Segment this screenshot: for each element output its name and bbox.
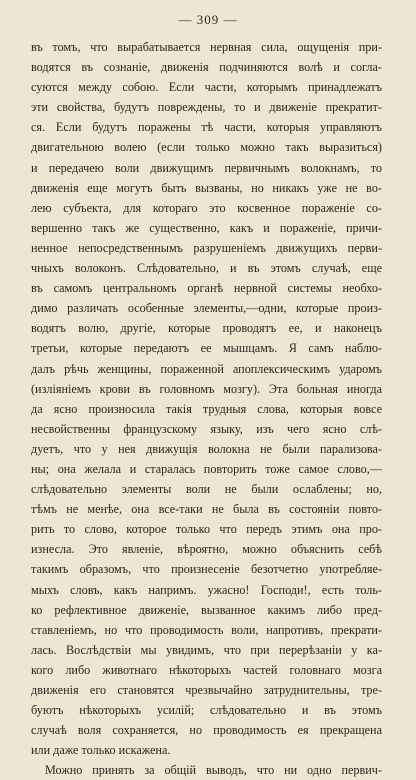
text-line: изнесла. Это явленіе, вѣроятно, можно объяснить себѣ (31, 542, 382, 557)
body-text (31, 37, 382, 780)
text-line: ненное непосредственнымъ разрушеніемъ движущихъ перви- (31, 240, 382, 255)
text-line: вершенно такъ же существенно, какъ и пораженіе, причи- (31, 220, 382, 235)
page-number: — 309 — (178, 12, 238, 27)
text-line: эти свойства, будутъ повреждены, то и движеніе прекратит- (31, 100, 382, 115)
text-line: или даже только искажена. (31, 743, 171, 758)
text-line: двигательною волею (если только можно такъ выразиться) (31, 140, 382, 155)
text-line: Можно принять за общій выводъ, что ни одно первич- (45, 763, 382, 778)
text-line: лась. Вослѣдствіи мы увидимъ, что при перерѣзаніи у ка- (31, 642, 382, 657)
text-line: движенія его становятся чрезвычайно затруднительны, тре- (31, 683, 382, 697)
text-line: да ясно произносила такія трудныя слова, которыя вовсе (31, 401, 382, 416)
text-line: далъ рѣчь женщины, пораженной апоплексическимъ ударомъ (31, 361, 382, 376)
text-line: суются между собою. Если части, которымъ принадлежатъ (31, 80, 382, 95)
text-line: движенія еще могутъ быть вызваны, но никакъ уже не во- (31, 180, 382, 195)
text-line: водятъ волю, другіе, которые проводятъ ее, и наконецъ (31, 321, 382, 336)
text-line: и передачею воли движущимъ первичнымъ волокнамъ, то (31, 160, 382, 175)
text-line: (изліяніемъ крови въ головномъ мозгу). Эта больная иногда (31, 381, 382, 396)
text-line: димо различать особенные элементы,—одни, которые произ- (31, 301, 382, 316)
text-line: случаѣ воля сохраняется, но проводимость ея прекращена (31, 723, 382, 738)
text-line: чныхъ волоконъ. Слѣдовательно, и въ этомъ случаѣ, еще (31, 261, 382, 276)
text-line: рить то слово, которое только что передъ этимъ она про- (31, 522, 382, 537)
text-line: кого либо животнаго нѣкоторыхъ частей головнаго мозга (31, 662, 382, 677)
text-line: лею субъекта, для котораго это косвенное пораженіе со- (31, 200, 382, 215)
text-line: несвойственны французскому языку, изъ чего ясно слѣ- (31, 421, 382, 436)
text-line: буютъ нѣкоторыхъ усилій; слѣдовательно и въ этомъ (31, 703, 382, 718)
text-line: ставленіемъ, но что проводимость воли, напротивъ, прекрати- (31, 622, 382, 637)
text-line: тѣмъ не менѣе, она все-таки не была въ состояніи повто- (31, 502, 382, 517)
text-line: дуетъ, что у нея движущія волокна не были парализова- (31, 441, 382, 456)
text-line: водятся въ сознаніе, движенія подчиняются волѣ и согла- (31, 60, 382, 75)
text-line: мыхъ словъ, какъ напримъ. ужасно! Господи!, есть толь- (31, 582, 382, 597)
text-line: ко рефлективное движеніе, вызванное какимъ либо пред- (31, 602, 382, 617)
text-line: слѣдовательно элементы воли не были ослаблены; но, (31, 482, 382, 497)
text-line: въ томъ, что вырабатывается нервная сила, ощущенія при- (31, 40, 382, 54)
text-line: въ самомъ центральномъ органѣ нервной системы необхо- (31, 281, 382, 296)
text-line: третьи, которые передаютъ ее мышцамъ. Я самъ наблю- (31, 341, 382, 356)
text-line: ся. Если будутъ поражены тѣ части, которыя управляютъ (31, 120, 382, 135)
text-line: такимъ образомъ, что произнесеніе безотчетно употребляе- (31, 562, 382, 577)
text-line: ны; она желала и старалась повторить тоже самое слово,— (31, 461, 382, 476)
